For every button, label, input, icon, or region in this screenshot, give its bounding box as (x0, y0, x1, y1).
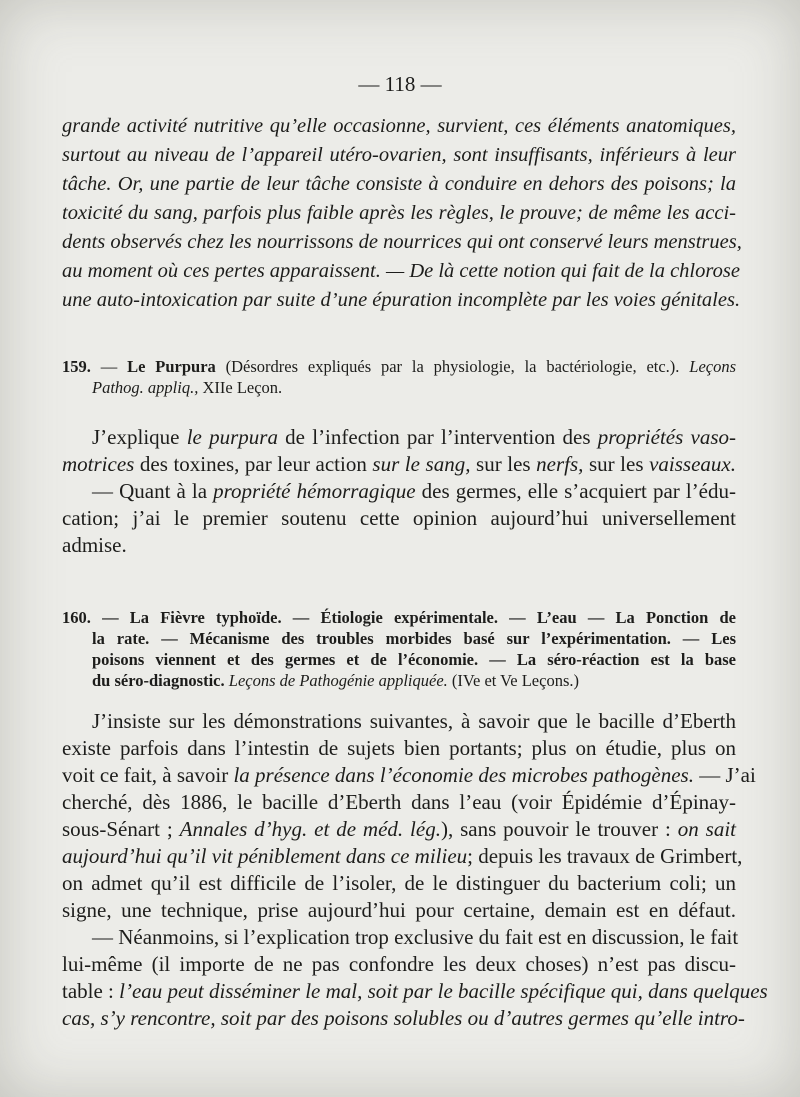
text-run: de l’infection par l’intervention des (277, 425, 598, 449)
text-run: — Quant à la (92, 479, 214, 503)
text-run: ), sans pouvoir le trouver : (440, 817, 678, 841)
section-reference: Leçons (689, 357, 737, 376)
text-run: propriété hémorragique (213, 479, 416, 503)
section-160-paragraph (62, 708, 768, 1032)
text-line: admise. (62, 533, 127, 557)
text-line: signe, une technique, prise aujourd’hui pour certaine, demain est en défaut. (62, 898, 736, 922)
text-run: l’eau peut disséminer le mal, soit par le bacille spécifique qui, dans quelques (119, 979, 768, 1003)
text-run: la présence dans l’économie des microbes pathogènes. (233, 763, 694, 787)
section-159-paragraph (62, 424, 736, 559)
heading-line (62, 356, 736, 377)
text-run: le purpura (186, 425, 278, 449)
text-line: au moment où ces pertes apparaissent. — De là cette notion qui fait de la chlorose (62, 260, 740, 282)
text-line (62, 816, 736, 843)
text-line: cation; j’ai le premier soutenu cette opinion aujourd’hui universellement (62, 506, 736, 530)
text-line: cherché, dès 1886, le bacille d’Eberth dans l’eau (voir Épidémie d’Épinay- (62, 790, 736, 814)
text-line (62, 978, 768, 1005)
heading-line (62, 607, 736, 628)
text-run: aujourd’hui qu’il vit péniblement dans ce milieu (62, 844, 468, 868)
text-line: surtout au niveau de l’appareil utéro-ovarien, sont insuffisants, inférieurs à leur (62, 144, 736, 166)
text-run: Annales d’hyg. et de méd. lég. (179, 817, 441, 841)
text-line: J’insiste sur les démonstrations suivantes, à savoir que le bacille d’Eberth (92, 709, 736, 733)
section-number: 160. (62, 608, 91, 627)
section-lesson: (IVe et Ve Leçons.) (451, 671, 579, 690)
section-160-heading (62, 607, 736, 691)
heading-dash: — (100, 357, 118, 376)
text-run: sur les (583, 452, 650, 476)
text-run: sous-Sénart ; (62, 817, 180, 841)
text-run: table : (62, 979, 120, 1003)
heading-line: la rate. — Mécanisme des troubles morbides basé sur l’expérimentation. — Les (92, 629, 736, 648)
text-run: ; depuis les travaux de Grimbert, (467, 844, 743, 868)
text-run: sur le sang, (372, 452, 471, 476)
section-reference: Pathog. appliq., (92, 378, 199, 397)
text-line (62, 762, 756, 789)
text-run: — J’ai (693, 763, 756, 787)
text-line: dents observés chez les nourrissons de nourrices qui ont conservé leurs menstrues, (62, 231, 742, 253)
text-run: des toxines, par leur action (134, 452, 373, 476)
heading-line (62, 377, 736, 398)
heading-line (62, 670, 736, 691)
page-number: — 118 — (358, 72, 442, 96)
text-line (62, 843, 743, 870)
text-line: cas, s’y rencontre, soit par des poisons solubles ou d’autres germes qu’elle intro- (62, 1006, 745, 1030)
text-line: lui-même (il importe de ne pas confondre les deux choses) n’est pas discu- (62, 952, 736, 976)
text-run: on sait (677, 817, 736, 841)
heading-line: poisons viennent et des germes et de l’économie. — La séro-réaction est la base (92, 650, 736, 669)
text-line: on admet qu’il est difficile de l’isoler, de le distinguer du bacterium coli; un (62, 871, 736, 895)
section-reference: Leçons de Pathogénie appliquée. (228, 671, 448, 690)
text-run: voit ce fait, à savoir (62, 763, 234, 787)
section-subtitle: (Désordres expliqués par la physiologie, la bactériologie, etc.). (225, 357, 680, 376)
text-run: sur les (470, 452, 537, 476)
section-159-heading (62, 356, 736, 398)
text-line (62, 478, 736, 505)
text-line: une auto-intoxication par suite d’une épuration incomplète par les voies génitales. (62, 289, 741, 311)
intro-paragraph (62, 112, 742, 315)
section-title: du séro-diagnostic. (92, 671, 225, 690)
text-run: vaisseaux. (649, 452, 736, 476)
section-title: Le Purpura (127, 357, 216, 376)
text-line: toxicité du sang, parfois plus faible après les règles, le prouve; de même les acci- (62, 202, 736, 224)
section-lesson: XIIe Leçon. (202, 378, 283, 397)
text-run: motrices (62, 452, 135, 476)
text-line: grande activité nutritive qu’elle occasionne, survient, ces éléments anatomiques, (62, 115, 736, 137)
text-line: tâche. Or, une partie de leur tâche consiste à conduire en dehors des poisons; la (62, 173, 736, 195)
text-line (62, 424, 736, 451)
text-run: propriétés vaso- (597, 425, 736, 449)
section-title: — La Fièvre typhoïde. — Étiologie expérimentale. — L’eau — La Ponction de (102, 608, 736, 627)
text-line: existe parfois dans l’intestin de sujets bien portants; plus on étudie, plus on (62, 736, 736, 760)
text-run: J’explique (92, 425, 187, 449)
text-run: des germes, elle s’acquiert par l’édu- (415, 479, 736, 503)
section-number: 159. (62, 357, 91, 376)
text-line: — Néanmoins, si l’explication trop exclusive du fait est en discussion, le fait (92, 925, 739, 949)
text-run: nerfs, (536, 452, 584, 476)
text-line (62, 451, 736, 478)
